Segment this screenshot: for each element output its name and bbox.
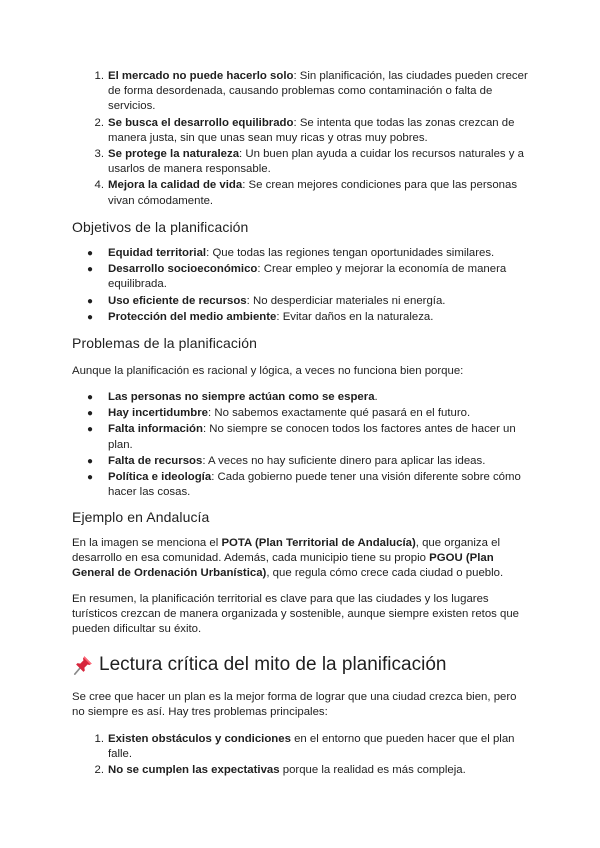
numbered-list-reasons [72, 69, 530, 209]
bullet-icon: ● [86, 408, 94, 420]
bullet-icon: ● [86, 248, 94, 259]
list-item: 2. No se cumplen las expectativas porque la realidad es más compleja. [94, 764, 466, 777]
bullet-list-problemas [72, 390, 530, 500]
bullet-icon: ● [86, 311, 94, 323]
list-item: ● Política e ideología: Cada gobierno puede tener una visión diferente sobre cómo hacer las cosas. [86, 471, 521, 499]
numbered-list-lectura [72, 732, 530, 779]
pushpin-icon [72, 654, 94, 676]
list-item: 3. Se protege la naturaleza: Un buen plan ayuda a cuidar los recursos naturales y a usarlos de manera responsable. [94, 148, 524, 176]
list-item: 1. El mercado no puede hacerlo solo: Sin planificación, las ciudades pueden crecer de forma desordenada, causando problemas como contaminación o falta de servicios. [94, 70, 528, 113]
list-item: ● Protección del medio ambiente: Evitar daños en la naturaleza. [72, 310, 530, 325]
andalucia-paragraph-1: En la imagen se menciona el POTA (Plan Territorial de Andalucía), que organiza el desarrollo en esa comunidad. Además, cada municipio tiene su propio PGOU (Plan General de Ordenación Urbanística), que regula cómo crece cada ciudad o pueblo. [72, 537, 504, 580]
heading-problemas: Problemas de la planificación [72, 335, 258, 351]
andalucia-paragraph-2: En resumen, la planificación territorial es clave para que las ciudades y los lugares turísticos crezcan de manera organizada y sostenible, aunque siempre existen retos que pueden dificultar su éxito. [72, 593, 520, 636]
bullet-icon: ● [86, 455, 94, 467]
list-item: ● Uso eficiente de recursos: No desperdiciar materiales ni energía. [72, 294, 530, 309]
bullet-icon: ● [86, 472, 94, 484]
heading-andalucia: Ejemplo en Andalucía [72, 509, 210, 525]
bullet-icon: ● [86, 295, 94, 307]
list-item: ● Falta información: No siempre se conocen todos los factores antes de hacer un plan. [86, 423, 516, 451]
list-item: 2. Se busca el desarrollo equilibrado: Se intenta que todas las zonas crezcan de manera justa, sin que unas sean muy ricas y otras muy pobres. [94, 116, 515, 144]
heading-lectura-critica: Lectura crítica del mito de la planificación [72, 653, 530, 677]
bullet-icon: ● [86, 264, 94, 276]
list-item: ● Equidad territorial: Que todas las regiones tengan oportunidades similares. [72, 246, 530, 261]
list-item: 4. Mejora la calidad de vida: Se crean mejores condiciones para que las personas vivan cómodamente. [94, 179, 518, 207]
list-item: 1. Existen obstáculos y condiciones en el entorno que pueden hacer que el plan falle. [94, 733, 515, 761]
list-item: ● Falta de recursos: A veces no hay suficiente dinero para aplicar las ideas. [72, 454, 530, 469]
bullet-icon: ● [86, 424, 94, 436]
list-item: ● Hay incertidumbre: No sabemos exactamente qué pasará en el futuro. [72, 406, 530, 421]
lectura-intro: Se cree que hacer un plan es la mejor forma de lograr que una ciudad crezca bien, pero no siempre es así. Hay tres problemas principales: [72, 691, 517, 719]
heading-objetivos: Objetivos de la planificación [72, 219, 249, 235]
bullet-icon: ● [86, 392, 94, 403]
problemas-intro: Aunque la planificación es racional y lógica, a veces no funciona bien porque: [72, 365, 464, 377]
list-item: ● Desarrollo socioeconómico: Crear empleo y mejorar la economía de manera equilibrada. [86, 263, 507, 291]
list-item: ● Las personas no siempre actúan como se espera. [72, 390, 530, 405]
bullet-list-objetivos [72, 246, 530, 325]
